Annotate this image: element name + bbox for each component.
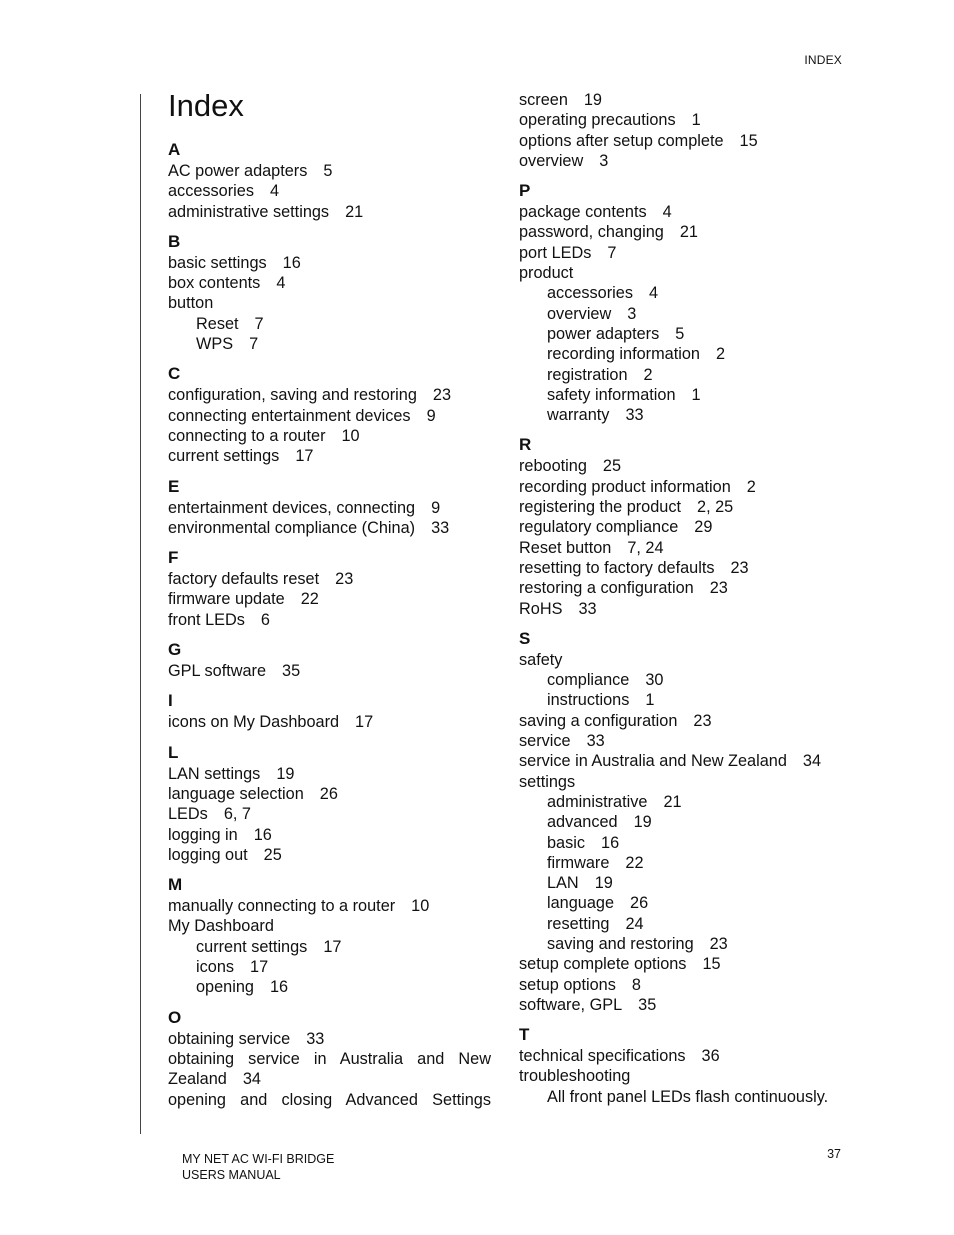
index-subentry: [519, 405, 849, 425]
entry-pages: 26: [319, 784, 338, 803]
entry-term: power adapters: [547, 324, 660, 343]
section-letter: C: [168, 364, 181, 384]
index-entry: [519, 517, 849, 537]
entry-term: accessories: [547, 284, 633, 303]
entry-term: manually connecting to a router: [168, 897, 396, 916]
entry-pages: 16: [253, 825, 272, 844]
entry-term: AC power adapters: [168, 162, 308, 180]
section-letter: P: [519, 181, 531, 201]
footer: [182, 1152, 334, 1183]
index-section: [519, 629, 849, 1015]
index-subentry: [519, 812, 849, 832]
index-entry: [168, 825, 493, 845]
entry-pages: 21: [345, 202, 364, 221]
index-entry: [519, 711, 849, 731]
index-subentry: [519, 324, 849, 344]
index-subentry: [519, 853, 849, 873]
entry-pages: 9: [431, 498, 441, 517]
index-section: [168, 364, 493, 466]
entry-term: rebooting: [519, 457, 587, 476]
entry-pages: 5: [675, 324, 685, 343]
entry-term: settings: [519, 772, 576, 791]
entry-pages: 33: [625, 406, 644, 425]
entry-term: service: [519, 732, 571, 751]
index-section: [168, 875, 493, 997]
index-entry: [168, 518, 493, 538]
entry-pages: 22: [300, 590, 319, 609]
entry-term: current settings: [196, 937, 308, 956]
entry-pages: 16: [282, 253, 301, 272]
entry-pages: 23: [693, 711, 712, 730]
entry-term: resetting: [547, 914, 610, 933]
index-subentry: [519, 690, 849, 710]
entry-term: logging in: [168, 825, 238, 844]
entry-pages: 4: [269, 182, 280, 201]
entry-term: setup complete options: [519, 955, 687, 974]
entry-term: WPS: [196, 335, 234, 354]
index-entry: [519, 497, 849, 517]
index-entry: [519, 558, 849, 578]
section-letter: O: [168, 1007, 182, 1027]
index-subentry: [168, 937, 493, 957]
page-title: Index: [168, 88, 244, 123]
entry-term: current settings: [168, 447, 280, 466]
section-letter: R: [519, 435, 532, 455]
index-subentry: [519, 914, 849, 934]
entry-pages: 36: [701, 1047, 720, 1066]
entry-term: My Dashboard: [168, 917, 274, 936]
entry-pages: 15: [739, 131, 758, 150]
entry-pages: 23: [432, 386, 452, 405]
entry-term: recording information: [547, 345, 700, 364]
entry-term: overview: [519, 151, 584, 170]
entry-pages: 29: [694, 518, 713, 537]
entry-term: language selection: [168, 784, 304, 803]
entry-term: recording product information: [519, 477, 731, 496]
entry-term: LAN settings: [168, 764, 261, 783]
index-entry: [168, 161, 493, 181]
entry-term: Reset button: [519, 538, 612, 557]
index-entry: [519, 731, 849, 751]
index-subentry: [519, 304, 849, 324]
entry-pages: 15: [702, 955, 721, 974]
entry-pages: 21: [663, 792, 682, 811]
entry-term: service in Australia and New Zealand: [519, 752, 787, 771]
entry-term: basic: [547, 833, 586, 852]
entry-pages: 4: [662, 203, 672, 222]
entry-pages: 2: [643, 365, 653, 384]
entry-term: entertainment devices, connecting: [168, 498, 416, 517]
entry-term: basic settings: [168, 253, 267, 272]
section-letter: T: [519, 1025, 530, 1045]
entry-pages: 17: [250, 958, 269, 977]
entry-term: saving and restoring: [547, 934, 694, 953]
index-entry: [519, 131, 849, 151]
index-entry: [519, 110, 849, 130]
index-entry: [519, 222, 849, 242]
section-letter: F: [168, 548, 179, 568]
index-entry: [519, 90, 849, 110]
footer-document-name: USERS MANUAL: [182, 1167, 281, 1182]
entry-term: options after setup complete: [519, 131, 724, 150]
entry-pages: 35: [282, 662, 301, 681]
index-subentry: [519, 385, 849, 405]
index-subentry: [519, 1087, 849, 1107]
entry-pages: 4: [276, 274, 286, 293]
entry-term: saving a configuration: [519, 711, 678, 730]
running-header: INDEX: [804, 53, 842, 67]
entry-term: connecting entertainment devices: [168, 406, 411, 425]
index-entry: [168, 273, 493, 293]
entry-pages: 2, 25: [697, 498, 734, 517]
entry-pages: 5: [323, 162, 333, 180]
index-entry: [168, 385, 493, 405]
entry-pages: 17: [295, 447, 314, 466]
entry-term: safety: [519, 650, 563, 669]
index-section: [168, 232, 493, 354]
index-entry: [168, 1029, 493, 1049]
section-letter: S: [519, 628, 531, 648]
index-entry: [168, 661, 493, 681]
entry-term: front LEDs: [168, 610, 245, 629]
index-entry: [519, 1066, 849, 1086]
entry-pages: 23: [709, 579, 728, 598]
entry-term: LEDs: [168, 805, 208, 824]
index-entry: [519, 538, 849, 558]
entry-pages: 3: [627, 304, 637, 323]
index-entry: [168, 253, 493, 273]
entry-term: password, changing: [519, 223, 664, 242]
index-subentry: [168, 977, 493, 997]
index-entry: [168, 896, 493, 916]
index-subentry: [168, 957, 493, 977]
margin-rule: [140, 94, 141, 1134]
section-letter: I: [168, 691, 173, 711]
footer-product-name: MY NET AC WI-FI BRIDGE: [182, 1152, 335, 1166]
entry-term: compliance: [547, 671, 630, 690]
entry-pages: 24: [625, 914, 644, 933]
entry-pages: 19: [583, 91, 602, 109]
entry-term: product: [519, 264, 574, 283]
index-entry: [519, 263, 849, 283]
section-letter: A: [168, 140, 181, 159]
index-entry: [519, 650, 849, 670]
index-section: [168, 640, 493, 681]
entry-pages: 25: [602, 457, 622, 476]
entry-pages: 35: [638, 995, 657, 1014]
entry-pages: 30: [645, 671, 664, 690]
section-letter: G: [168, 640, 182, 660]
index-entry: [168, 916, 493, 936]
index-entry: [168, 498, 493, 518]
section-letter: M: [168, 875, 183, 895]
entry-term: LAN: [547, 874, 579, 893]
entry-term: RoHS: [519, 599, 563, 618]
entry-term: safety information: [547, 385, 676, 404]
entry-term: icons: [196, 958, 235, 977]
entry-term: Reset: [196, 314, 239, 333]
entry-term: GPL software: [168, 662, 267, 681]
entry-term: All front panel LEDs flash continuously.: [547, 1087, 829, 1106]
entry-term: resetting to factory defaults: [519, 558, 715, 577]
index-entry: [519, 599, 849, 619]
entry-term: warranty: [547, 406, 610, 425]
index-entry: [168, 1090, 491, 1110]
index-entry: [519, 456, 849, 476]
entry-term: opening: [196, 978, 254, 997]
index-entry: [168, 1049, 491, 1069]
entry-pages: 19: [633, 813, 652, 832]
entry-pages: 7: [254, 314, 264, 333]
section-letter: E: [168, 476, 180, 496]
entry-pages: 4: [648, 284, 659, 303]
entry-term: logging out: [168, 845, 248, 864]
index-entry: [168, 293, 493, 313]
entry-term: environmental compliance (China): [168, 518, 416, 537]
index-entry: [519, 477, 849, 497]
entry-term: regulatory compliance: [519, 518, 679, 537]
index-entry: [519, 151, 849, 171]
entry-pages: 1: [691, 385, 701, 404]
index-entry: [168, 569, 493, 589]
index-section: [168, 743, 493, 865]
entry-term: configuration, saving and restoring: [168, 386, 417, 405]
index-entry: [168, 610, 493, 630]
entry-term: language: [547, 894, 615, 913]
index-subentry: [519, 365, 849, 385]
index-entry: [168, 845, 493, 865]
entry-term: Zealand: [168, 1070, 227, 1089]
entry-pages: 7: [249, 335, 259, 354]
index-entry: [519, 995, 849, 1015]
index-entry: [168, 181, 493, 201]
entry-pages: 6, 7: [223, 805, 251, 824]
index-subentry: [519, 670, 849, 690]
index-section: [168, 548, 493, 630]
entry-pages: 9: [426, 406, 436, 425]
entry-term: obtaining service in Australia and New: [168, 1049, 491, 1068]
entry-term: troubleshooting: [519, 1067, 631, 1086]
section-letter: B: [168, 231, 181, 251]
entry-term: firmware update: [168, 590, 285, 609]
entry-pages: 23: [730, 558, 749, 577]
entry-pages: 1: [691, 111, 701, 130]
index-section: [168, 477, 493, 539]
entry-pages: 1: [645, 691, 655, 710]
entry-pages: 2: [715, 345, 726, 364]
index-subentry: [519, 792, 849, 812]
entry-pages: 21: [679, 223, 698, 242]
entry-term: overview: [547, 304, 612, 323]
index-entry: [519, 578, 849, 598]
entry-pages: 33: [431, 518, 450, 537]
index-entry: [519, 751, 849, 771]
entry-term: factory defaults reset: [168, 570, 320, 589]
index-entry: [519, 243, 849, 263]
index-subentry: [168, 314, 493, 334]
entry-pages: 10: [411, 897, 430, 916]
entry-pages: 26: [630, 894, 649, 913]
entry-pages: 7: [607, 243, 617, 262]
index-section: [168, 140, 493, 222]
index-section: [168, 1008, 493, 1110]
index-entry: [168, 712, 493, 732]
index-entry: [168, 764, 493, 784]
index-entry: [168, 202, 493, 222]
entry-term: icons on My Dashboard: [168, 713, 340, 732]
entry-term: accessories: [168, 182, 254, 201]
index-subentry: [519, 344, 849, 364]
entry-pages: 25: [263, 845, 282, 864]
index-subentry: [519, 833, 849, 853]
entry-pages: 19: [276, 764, 295, 783]
entry-pages: 33: [586, 732, 605, 751]
index-column-right: [519, 90, 849, 1107]
entry-pages: 22: [625, 853, 644, 872]
entry-term: screen: [519, 91, 568, 109]
index-subentry: [168, 334, 493, 354]
index-entry: [168, 1069, 493, 1089]
entry-term: box contents: [168, 274, 261, 293]
index-subentry: [519, 893, 849, 913]
entry-term: software, GPL: [519, 995, 623, 1014]
entry-pages: 23: [335, 570, 354, 589]
entry-term: firmware: [547, 853, 610, 872]
entry-pages: 6: [260, 610, 270, 629]
index-entry: [168, 426, 493, 446]
index-entry: [168, 804, 493, 824]
index-section: [519, 435, 849, 618]
index-section: [519, 90, 849, 171]
entry-term: setup options: [519, 975, 616, 994]
index-subentry: [519, 283, 849, 303]
index-section: [519, 181, 849, 425]
entry-term: button: [168, 294, 214, 313]
entry-term: obtaining service: [168, 1029, 291, 1048]
entry-term: opening and closing Advanced Settings: [168, 1090, 491, 1109]
entry-term: administrative: [547, 792, 648, 811]
entry-term: administrative settings: [168, 202, 330, 221]
index-column-left: [168, 86, 493, 1110]
entry-term: registering the product: [519, 498, 682, 517]
entry-pages: 17: [323, 937, 342, 956]
entry-pages: 33: [578, 599, 597, 618]
entry-pages: 3: [599, 151, 609, 170]
entry-term: advanced: [547, 813, 618, 832]
entry-term: technical specifications: [519, 1047, 686, 1066]
page-number: 37: [827, 1147, 841, 1161]
entry-term: restoring a configuration: [519, 579, 694, 598]
index-entry: [519, 772, 849, 792]
entry-term: connecting to a router: [168, 426, 326, 445]
entry-pages: 8: [631, 975, 641, 994]
entry-pages: 16: [601, 833, 620, 852]
index-entry: [519, 954, 849, 974]
index-section: [168, 691, 493, 732]
entry-pages: 17: [355, 713, 374, 732]
index-entry: [168, 446, 493, 466]
entry-pages: 16: [269, 978, 289, 997]
entry-pages: 10: [341, 426, 360, 445]
entry-term: instructions: [547, 691, 630, 710]
entry-term: registration: [547, 365, 628, 384]
entry-pages: 2: [746, 477, 756, 496]
index-subentry: [519, 873, 849, 893]
entry-term: port LEDs: [519, 243, 592, 262]
entry-term: operating precautions: [519, 111, 676, 130]
entry-pages: 34: [242, 1070, 261, 1089]
index-entry: [168, 784, 493, 804]
entry-pages: 7, 24: [627, 538, 664, 557]
index-entry: [168, 406, 493, 426]
entry-term: package contents: [519, 203, 647, 222]
entry-pages: 34: [802, 752, 822, 771]
entry-pages: 23: [709, 934, 728, 953]
index-entry: [519, 202, 849, 222]
index-entry: [519, 975, 849, 995]
entry-pages: 33: [306, 1029, 325, 1048]
index-entry: [168, 589, 493, 609]
index-subentry: [519, 934, 849, 954]
entry-pages: 19: [594, 874, 613, 893]
section-letter: L: [168, 742, 179, 762]
index-section: [519, 1025, 849, 1107]
index-entry: [519, 1046, 849, 1066]
